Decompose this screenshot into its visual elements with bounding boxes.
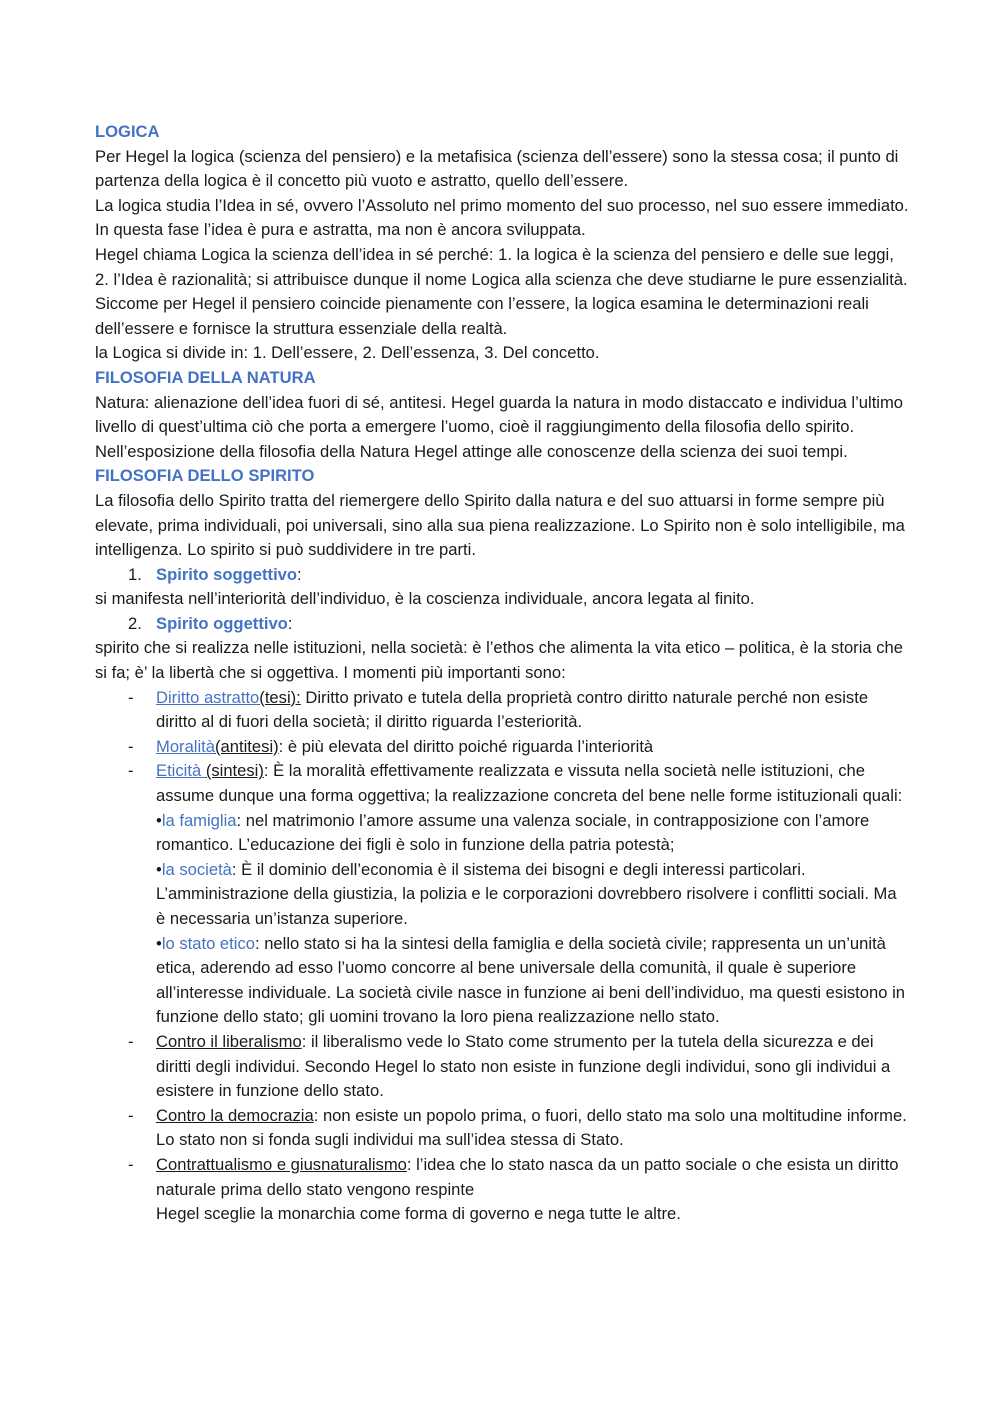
closing-line: Hegel sceglie la monarchia come forma di governo e nega tutte le altre. [156,1204,681,1224]
bullet-item-famiglia [95,809,910,858]
bullet-marker: • [156,859,162,879]
dash-marker: - [128,687,134,707]
document-body [95,120,910,1227]
item-label: Contro il liberalismo [156,1031,302,1051]
bullet-label: lo stato etico [161,933,255,953]
bullet-text: : nel matrimonio l’amore assume una valenza sociale, in contrapposizione con l’amore romantico. L’educazione dei figli è solo in funzione della patria potestà; [156,810,870,855]
eticita-link[interactable]: Eticità [156,761,206,781]
item-colon: : [287,613,293,633]
dash-marker: - [128,1031,134,1051]
heading-filosofia-natura: FILOSOFIA DELLA NATURA [95,367,316,387]
paragraph: Natura: alienazione dell’idea fuori di sé, antitesi. Hegel guarda la natura in modo distaccato e individua l’ultimo livello di quest’ultima ciò che porta a emergere l’uomo, cioè il raggiungimento della filosofia dello spirito. Nell’esposizione della filosofia della Natura Hegel attinge alle conoscenze della scienza dei suoi tempi. [95,392,904,461]
dash-marker: - [128,761,134,781]
numbered-item-spirito-soggettivo [95,563,910,588]
paragraph: La filosofia dello Spirito tratta del riemergere dello Spirito dalla natura e del suo attuarsi in forme sempre più elevate, prima individuali, poi universali, sino alla sua piena realizzazione. Lo Spirito non è solo intelligibile, ma intelligenza. Lo spirito si può suddividere in tre parti. [95,490,905,560]
dash-item-diritto-astratto [95,686,910,735]
paragraph: la Logica si divide in: 1. Dell’essere, 2. Dell’essenza, 3. Del concetto. [95,343,600,363]
bullet-item-stato-etico [95,932,910,1030]
dash-marker: - [128,1154,134,1174]
dash-marker: - [128,1105,134,1125]
item-tag: (sintesi) [205,761,264,781]
dash-item-eticita [95,759,910,808]
moralita-link[interactable]: Moralità [156,736,216,756]
paragraph: si manifesta nell’interiorità dell’individuo, è la coscienza individuale, ancora legata al finito. [95,589,755,609]
item-label: Spirito oggettivo [156,613,288,633]
heading-filosofia-spirito: FILOSOFIA DELLO SPIRITO [95,466,315,486]
item-text: : l’idea che lo stato nasca da un patto sociale o che esista un diritto naturale prima dello stato vengono respinte [156,1154,899,1199]
bullet-label: la società [161,859,232,879]
item-text: : non esiste un popolo prima, o fuori, dello stato ma solo una moltitudine informe. Lo stato non si fonda sugli individui ma sull’idea stessa di Stato. [156,1105,907,1150]
item-colon: : [297,564,302,584]
list-number: 1. [128,564,142,584]
item-label: Contro la democrazia [156,1105,314,1125]
item-text: Diritto privato e tutela della proprietà contro diritto naturale perché non esiste diritto al di fuori della società; il diritto riguarda l’esteriorità. [156,687,869,732]
numbered-item-spirito-oggettivo [95,612,910,637]
item-label: Spirito soggettivo [156,564,298,584]
paragraph: spirito che si realizza nelle istituzioni, nella società: è l’ethos che alimenta la vita etico – politica, è la storia che si fa; è’ la libertà che si oggettiva. I momenti più importanti sono: [95,638,903,683]
paragraph: Per Hegel la logica (scienza del pensiero) e la metafisica (scienza dell’essere) sono la stessa cosa; il punto di partenza della logica è il concetto più vuoto e astratto, quello dell’essere. [95,146,899,191]
item-tag: (antitesi) [215,736,279,756]
heading-logica: LOGICA [95,122,160,141]
dash-item-contrattualismo [95,1153,910,1202]
bullet-marker: • [156,810,162,830]
item-text: : È la moralità effettivamente realizzata e vissuta nella società nelle istituzioni, che assume dunque una forma oggettiva; la realizzazione concreta del bene nelle forme istituzionali quali: [156,761,903,806]
item-text: : è più elevata del diritto poiché riguarda l’interiorità [278,736,654,756]
paragraph: La logica studia l’Idea in sé, ovvero l’Assoluto nel primo momento del suo processo, nel suo essere immediato. In questa fase l’idea è pura e astratta, ma non è ancora sviluppata. [95,195,909,240]
bullet-item-societa [95,858,910,932]
dash-item-liberalismo [95,1030,910,1104]
bullet-marker: • [156,933,162,953]
dash-marker: - [128,736,134,756]
bullet-label: la famiglia [161,810,237,830]
diritto-astratto-link[interactable]: Diritto astratto [156,687,260,707]
list-number: 2. [128,613,142,633]
bullet-text: : È il dominio dell’economia è il sistema dei bisogni e degli interessi particolari. L’amministrazione della giustizia, la polizia e le corporazioni dovrebbero risolvere i conflitti sociali. Ma è necessaria un’istanza superiore. [156,859,897,928]
paragraph: Hegel chiama Logica la scienza dell’idea in sé perché: 1. la logica è la scienza del pensiero e delle sue leggi, 2. l’Idea è razionalità; si attribuisce dunque il nome Logica alla scienza che deve studiarne le pure essenzialità. Siccome per Hegel il pensiero coincide pienamente con l’essere, la logica esamina le determinazioni reali dell’essere e fornisce la struttura essenziale della realtà. [95,244,908,338]
bullet-text: : nello stato si ha la sintesi della famiglia e della società civile; rappresenta un un’unità etica, aderendo ad esso l’uomo concorre al bene universale della comunità, il quale è superiore all’interesse individuale. La società civile nasce in funzione ai beni dell’individuo, ma questi esistono in funzione dello stato; gli uomini trovano la loro piena realizzazione nello stato. [156,933,906,1027]
item-text: : il liberalismo vede lo Stato come strumento per la tutela della sicurezza e dei diritti degli individui. Secondo Hegel lo stato non esiste in funzione degli individui, sono gli individui a esistere in funzione dello stato. [156,1031,891,1101]
item-tag: (tesi): [259,687,301,707]
dash-item-moralita [95,735,910,760]
dash-item-democrazia [95,1104,910,1153]
item-label: Contrattualismo e giusnaturalismo [156,1154,407,1174]
